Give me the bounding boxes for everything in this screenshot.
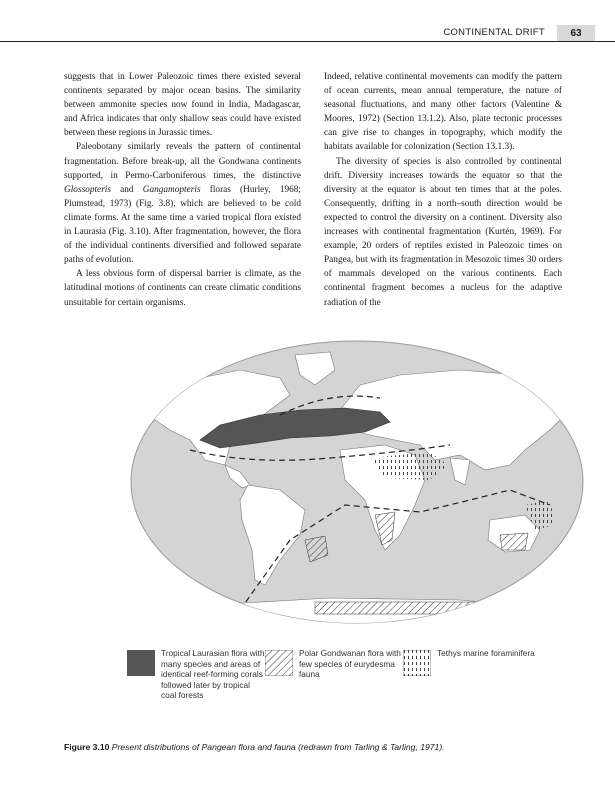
running-header bbox=[0, 26, 615, 42]
page-number: 63 bbox=[557, 25, 595, 42]
left-column bbox=[64, 70, 301, 310]
header-rule bbox=[0, 41, 615, 42]
left-paragraph-1: suggests that in Lower Paleozoic times there existed several continents separated by major ocean basins. The similarity between ammonite species now found in India, Madagascar, and Africa indicates that only shallow seas could have existed between these regions in Jurassic times. bbox=[64, 72, 301, 139]
left-paragraph-2: Paleobotany similarly reveals the pattern of continental fragmentation. Before break-up, all the Gondwana continents supported, in Permo-Carboniferous times, the distinctive Glossopteris and Gangamopteris floras (Hurley, 1968; Plumstead, 1973) (Fig. 3.8), which are believed to be cold climate forms. At the same time a varied tropical flora existed in Laurasia (Fig. 3.10). After fragmentation, however, the flora of the individual continents diversified and followed separate paths of evolution. bbox=[64, 142, 301, 266]
world-distribution-map bbox=[130, 340, 585, 630]
caption-label: Figure 3.10 bbox=[64, 742, 110, 752]
legend-label: Polar Gondwanan flora with few species of eurydesma fauna bbox=[299, 648, 401, 679]
region-gondwanan-flora-australia bbox=[500, 533, 528, 550]
legend-swatch-hatched bbox=[265, 650, 293, 676]
left-paragraph-3: A less obvious form of dispersal barrier is climate, as the latitudinal motions of continents can create climatic conditions unsuitable for certain organisms. bbox=[64, 269, 301, 308]
legend-label: Tropical Laurasian flora with many species and areas of identical reef-forming corals followed later by tropical coal forests bbox=[161, 648, 265, 700]
figure-caption bbox=[64, 742, 445, 752]
region-gondwanan-flora-antarctica bbox=[315, 602, 475, 614]
right-column bbox=[324, 70, 562, 310]
legend-swatch-dotted bbox=[403, 650, 431, 676]
running-title: CONTINENTAL DRIFT bbox=[443, 27, 545, 38]
caption-text: Present distributions of Pangean flora and fauna (redrawn from Tarling & Tarling, 1971). bbox=[111, 742, 445, 752]
legend-swatch-solid bbox=[127, 650, 155, 676]
legend-label: Tethys marine foraminifera bbox=[437, 648, 535, 658]
right-paragraph-1: Indeed, relative continental movements can modify the pattern of ocean currents, mean annual temperature, the nature of seasonal fluctuations, and many other factors (Valentine & Moores, 1972) (Section 13.1.2). Also, plate tectonic processes can give rise to changes in topography, which modify the habitats available for colonization (Section 13.1.3). bbox=[324, 72, 562, 153]
right-paragraph-2: The diversity of species is also controlled by continental drift. Diversity increases towards the equator so that the diversity at the equator is about ten times that at the poles. Consequently, drifting in a north–south direction would be expected to control the diversity on a continent. Diversity also increases with continental fragmentation (Kurtén, 1969). For example, 20 orders of reptiles existed in Paleozoic times on Pangea, but with its fragmentation in Mesozoic times 30 orders of mammals developed on the various continents. Each continental fragment becomes a nucleus for the adaptive radiation of the bbox=[324, 156, 562, 308]
